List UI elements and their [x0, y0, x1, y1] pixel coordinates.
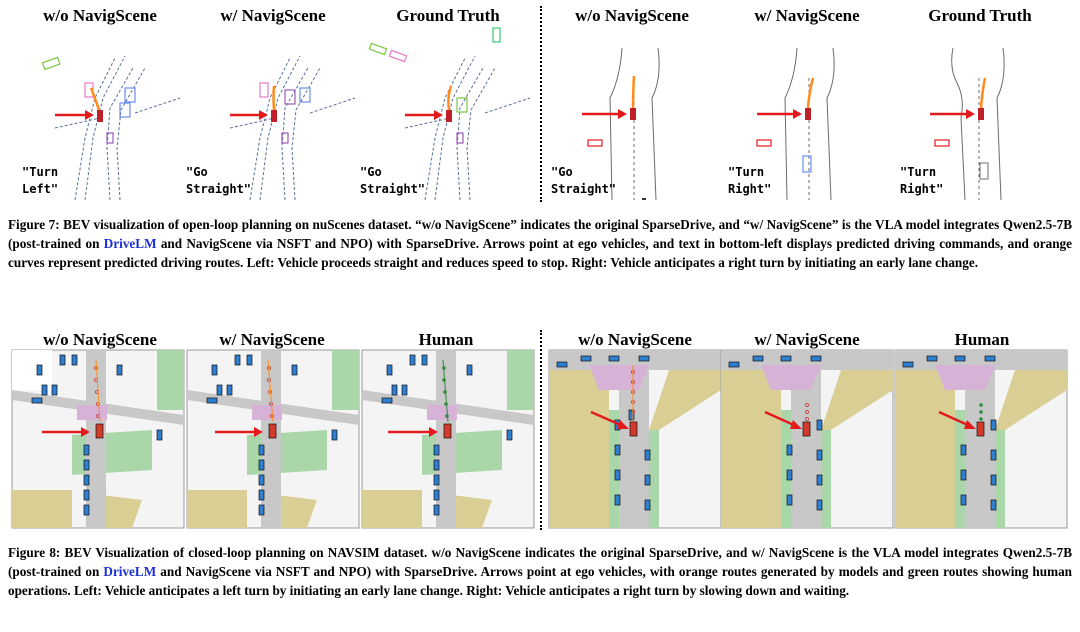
ego-vehicle [271, 110, 277, 122]
drivelm-link[interactable]: DriveLM [103, 564, 157, 579]
predicted-route [808, 78, 813, 108]
ego-pointer-arrow [930, 109, 975, 119]
predicted-command: "Go Straight" [186, 165, 252, 196]
ego-pointer-arrow [405, 110, 443, 120]
fig8-bev-map [187, 350, 359, 528]
fig8-panel-title: w/ NavigScene [219, 330, 325, 349]
ego-vehicle [97, 110, 103, 122]
ego-pointer-arrow [757, 109, 802, 119]
drivelm-link[interactable]: DriveLM [103, 236, 157, 251]
ego-vehicle [444, 424, 451, 438]
fig7-panel-title: w/o NavigScene [575, 6, 689, 25]
ego-vehicle [805, 108, 811, 120]
predicted-command: "Turn Right" [728, 165, 772, 196]
predicted-command: "Go Straight" [551, 165, 617, 196]
fig8-panel-title: Human [418, 330, 474, 349]
fig7-panel-title: w/ NavigScene [754, 6, 860, 25]
fig8-panel-title: w/o NavigScene [578, 330, 692, 349]
ego-vehicle [630, 108, 636, 120]
fig8-bev-map [12, 350, 184, 528]
ego-vehicle [803, 422, 810, 436]
predicted-route [274, 86, 275, 110]
fig7-panel-title: w/ NavigScene [220, 6, 326, 25]
fig7-panel-title: Ground Truth [396, 6, 500, 25]
ego-vehicle [96, 424, 103, 438]
ego-vehicle [630, 422, 637, 436]
ego-vehicle [446, 110, 452, 122]
predicted-command: "Go Straight" [360, 165, 426, 196]
fig8-bev-map [549, 350, 721, 528]
fig8-panel-title: Human [954, 330, 1010, 349]
panel-divider [540, 6, 542, 202]
ego-pointer-arrow [55, 110, 94, 120]
ego-vehicle [978, 108, 984, 120]
figure7-caption: Figure 7: BEV visualization of open-loop planning on nuScenes dataset. “w/o NavigScene” indicates the original SparseDrive, and “w/ NavigScene” is the VLA model integrates Qwen2.5-7B (post-trained on DriveLM and NavigScene via NSFT and NPO) with SparseDrive. Arrows point at ego vehicles, and text in bottom-left displays predicted driving commands, and orange curves represent predicted driving routes. Left: Vehicle proceeds straight and reduces speed to stop. Right: Vehicle anticipates a right turn by initiating an early lane change. [8, 217, 1073, 270]
fig7-panel-title: w/o NavigScene [43, 6, 157, 25]
predicted-command: "Turn Right" [900, 165, 944, 196]
figure8-caption: Figure 8: BEV Visualization of closed-loop planning on NAVSIM dataset. w/o NavigScene indicates the original SparseDrive, and w/ NavigScene is the VLA model integrates Qwen2.5-7B (post-trained on DriveLM and NavigScene via NSFT and NPO) with SparseDrive. Arrows point at ego vehicles, with orange routes generated by models and green routes showing human operations. Left: Vehicle anticipates a left turn by initiating an early lane change. Right: Vehicle anticipates a right turn by slowing down and waiting. [8, 545, 1073, 598]
fig8-bev-map [895, 350, 1067, 528]
predicted-route [981, 78, 985, 108]
panel-divider [540, 330, 542, 530]
fig8-bev-map [362, 350, 534, 528]
fig8-panel-title: w/o NavigScene [43, 330, 157, 349]
ego-pointer-arrow [230, 110, 268, 120]
ego-pointer-arrow [582, 109, 627, 119]
fig8-panel-title: w/ NavigScene [754, 330, 860, 349]
predicted-command: "Turn Left" [22, 165, 59, 196]
fig7-panel-title: Ground Truth [928, 6, 1032, 25]
predicted-route [633, 76, 634, 108]
ego-vehicle [977, 422, 984, 436]
ego-vehicle [269, 424, 276, 438]
fig8-bev-map [721, 350, 893, 528]
